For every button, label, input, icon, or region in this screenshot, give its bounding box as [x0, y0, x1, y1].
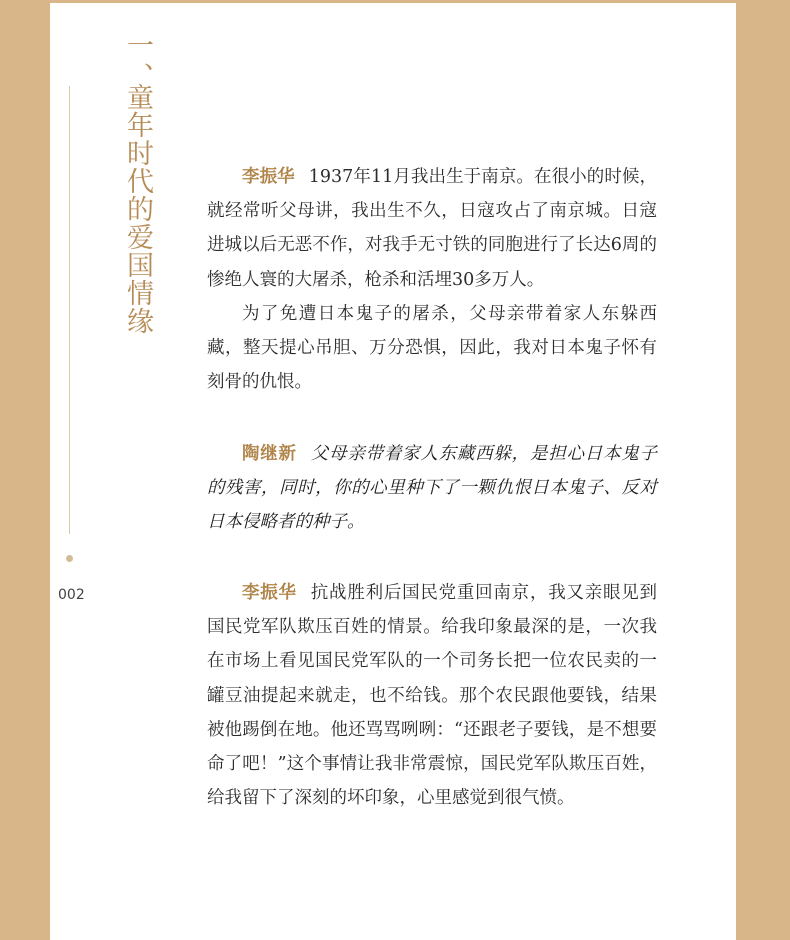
chapter-title: 童年时代的爱国情缘 [122, 83, 153, 335]
dialogue-entry-2 [207, 437, 657, 540]
paragraph-text: 1937年11月我出生于南京。在很小的时候，就经常听父母讲，我出生不久，日寇攻占了南京城。日寇进城以后无恶不作，对我手无寸铁的同胞进行了长达6周的惨绝人寰的大屠杀，枪杀和活埋30多万人。 [207, 167, 658, 290]
paragraph-text: 抗战胜利后国民党重回南京，我又亲眼见到国民党军队欺压百姓的情景。给我印象最深的是，一次我在市场上看见国民党军队的一个司务长把一位农民卖的一罐豆油提起来就走，也不给钱。那个农民跟他要钱，结果被他踢倒在地。他还骂骂咧咧：“还跟老子要钱，是不想要命了吧！”这个事情让我非常震惊，国民党军队欺压百姓，给我留下了深刻的坏印象，心里感觉到很气愤。 [207, 583, 658, 809]
entry-2-paragraph-1 [207, 437, 657, 540]
decorative-dot [66, 555, 73, 562]
speaker-name: 李振华 [242, 583, 297, 603]
entry-1-paragraph-2: 为了免遭日本鬼子的屠杀，父母亲带着家人东躲西藏，整天提心吊胆、万分恐惧，因此，我对日本鬼子怀有刻骨的仇恨。 [207, 303, 657, 393]
entry-1-paragraph-1 [207, 160, 657, 297]
dialogue-entry-1 [207, 160, 657, 399]
paragraph-text: 父母亲带着家人东藏西躲，是担心日本鬼子的残害，同时，你的心里种下了一颗仇恨日本鬼子、反对日本侵略者的种子。 [207, 444, 658, 533]
page-number: 002 [58, 587, 85, 603]
entry-3-paragraph-1 [207, 576, 657, 815]
dialogue-entry-3 [207, 576, 657, 815]
decorative-vertical-rule [69, 86, 70, 534]
speaker-name: 陶继新 [242, 444, 297, 464]
book-page [50, 3, 736, 940]
chapter-number: 一、 [122, 31, 153, 93]
speaker-name: 李振华 [242, 167, 295, 187]
